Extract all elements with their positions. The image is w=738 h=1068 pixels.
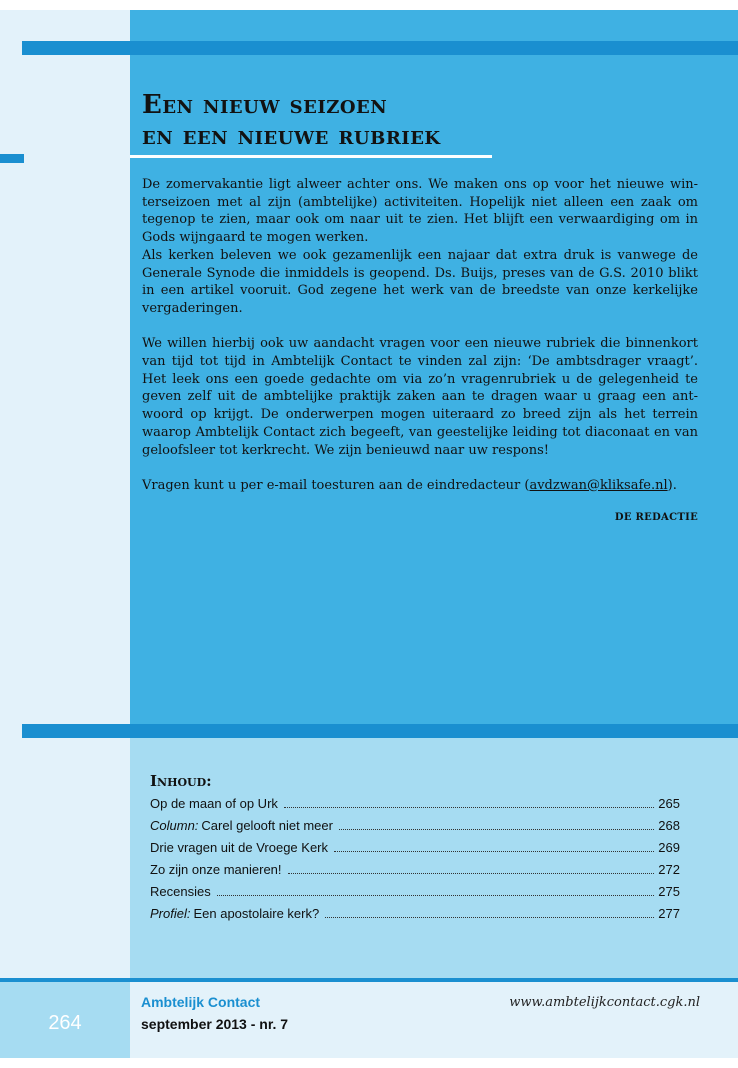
toc-leader-dots <box>284 807 654 808</box>
middle-accent-bar <box>22 724 738 738</box>
paragraph-3: We willen hierbij ook uw aandacht vragen voor een nieuwe rubriek die binnenkort van tijd tot tijd in Ambtelijk Contact te vinden zal zijn: ‘De ambtsdrager vraagt’. Het leek ons een goede gedachte om via zo’n vragenrubriek u de gelegenheid te geven zelf uit de ambtelijke praktijk zaken aan te dragen waar u graag een ant-woord op krijgt. De onderwerpen mogen uiteraard zo breed zijn als het terrein waarop Ambtelijk Contact zich begeeft, van geestelijke leiding tot diaconaat en van geloofsleer tot kerkrecht. We zijn benieuwd naar uw respons! <box>142 336 698 458</box>
title-underline <box>130 155 492 158</box>
issue-info: september 2013 - nr. 7 <box>141 1016 289 1032</box>
toc-item-label <box>150 815 333 837</box>
toc-item-title: Een apostolaire kerk? <box>193 906 320 921</box>
toc-leader-dots <box>339 829 654 830</box>
paragraph-spacer <box>142 459 698 477</box>
toc-item-page: 275 <box>658 884 680 899</box>
toc-item-label: Recensies <box>150 884 211 899</box>
toc-heading: Inhoud: <box>150 772 212 790</box>
article-title <box>142 90 502 152</box>
top-accent-bar <box>22 41 738 55</box>
toc-item-title: Carel gelooft niet meer <box>201 818 333 833</box>
toc-item[interactable] <box>150 859 680 881</box>
toc-item-page: 272 <box>658 862 680 877</box>
article-signature: DE REDACTIE <box>614 512 698 523</box>
email-link[interactable]: avdzwan@kliksafe.nl <box>529 477 668 493</box>
paragraph-4-end: ). <box>667 477 677 493</box>
toc-item-page: 269 <box>658 840 680 855</box>
toc-leader-dots <box>325 917 654 918</box>
toc-item[interactable] <box>150 815 680 837</box>
toc-item[interactable] <box>150 881 680 903</box>
toc-item-page: 268 <box>658 818 680 833</box>
paragraph-spacer <box>142 318 698 336</box>
paragraph-4-text: Vragen kunt u per e-mail toesturen aan de eindredacteur ( <box>142 477 530 493</box>
toc-list <box>150 793 680 925</box>
page-number: 264 <box>48 1012 82 1034</box>
article-title-line-2: en een nieuwe rubriek <box>142 121 441 151</box>
paragraph-2: Als kerken beleven we ook gezamenlijk een najaar dat extra druk is vanwege de Generale Synode die inmiddels is geopend. Ds. Buijs, preses van de G.S. 2010 blikt in een artikel vooruit. God zegene het werk van de breedste van onze kerkelijke vergaderingen. <box>142 247 698 316</box>
toc-item-label: Drie vragen uit de Vroege Kerk <box>150 840 329 855</box>
toc-item[interactable] <box>150 793 680 815</box>
toc-item-page: 277 <box>658 906 680 921</box>
toc-item-prefix: Profiel: <box>150 906 191 921</box>
magazine-name: Ambtelijk Contact <box>141 994 261 1010</box>
toc-item-prefix: Column: <box>150 818 199 833</box>
toc-item-page: 265 <box>658 796 680 811</box>
toc-leader-dots <box>288 873 655 874</box>
paragraph-4 <box>142 477 698 495</box>
article-body <box>142 176 698 495</box>
paragraph-1: De zomervakantie ligt alweer achter ons. We maken ons op voor het nieuwe win-terseizoen met al zijn (ambtelijke) activiteiten. Hopelijk niet alleen een zaak om tegenop te zien, maar ook om naar uit te zien. Het blijft een verwaardiging om in Gods wijngaard te mogen werken. <box>142 177 698 246</box>
toc-item-label: Op de maan of op Urk <box>150 796 278 811</box>
toc-item-label <box>150 903 319 925</box>
toc-leader-dots <box>217 895 655 896</box>
website-link[interactable]: www.ambtelijkcontact.cgk.nl <box>509 995 700 1010</box>
article-title-line-1: Een nieuw seizoen <box>142 90 388 120</box>
side-accent-tab <box>0 154 24 163</box>
toc-item[interactable] <box>150 903 680 925</box>
toc-leader-dots <box>334 851 654 852</box>
toc-item-label: Zo zijn onze manieren! <box>150 862 282 877</box>
toc-item[interactable] <box>150 837 680 859</box>
